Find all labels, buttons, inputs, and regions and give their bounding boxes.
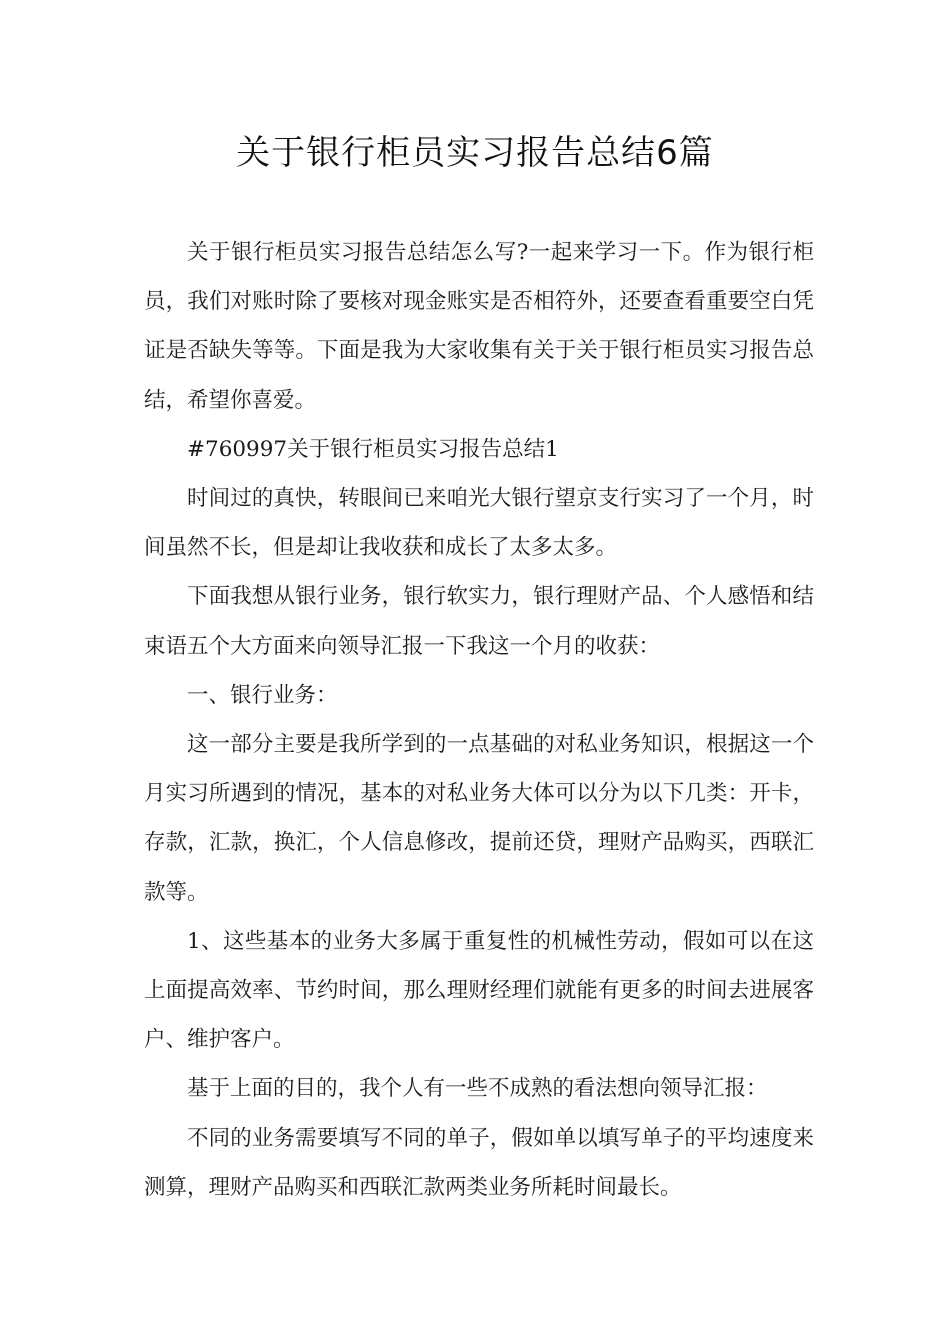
paragraph: 基于上面的目的，我个人有一些不成熟的看法想向领导汇报：: [187, 1076, 768, 1102]
paragraph-intro: 关于银行柜员实习报告总结怎么写?一起来学习一下。作为银行柜员，我们对账时除了要核对现金账实是否相符外，还要查看重要空白凭证是否缺失等等。下面是我为大家收集有关于关于银行柜员实习报告总结，希望你喜爱。: [144, 240, 814, 413]
document-body: [144, 228, 814, 1212]
paragraph: 1、这些基本的业务大多属于重复性的机械性劳动，假如可以在这上面提高效率、节约时间，那么理财经理们就能有更多的时间去进展客户、维护客户。: [144, 928, 814, 1053]
paragraph: 时间过的真快，转眼间已来咱光大银行望京支行实习了一个月，时间虽然不长，但是却让我收获和成长了太多太多。: [144, 486, 814, 561]
paragraph: 这一部分主要是我所学到的一点基础的对私业务知识，根据这一个月实习所遇到的情况，基本的对私业务大体可以分为以下几类：开卡，存款，汇款，换汇，个人信息修改，提前还贷，理财产品购买，西联汇款等。: [144, 732, 814, 905]
subsection-heading: 一、银行业务：: [187, 682, 338, 708]
paragraph: 不同的业务需要填写不同的单子，假如单以填写单子的平均速度来测算，理财产品购买和西联汇款两类业务所耗时间最长。: [144, 1125, 814, 1200]
document-title: 关于银行柜员实习报告总结6篇: [236, 133, 714, 173]
paragraph: 下面我想从银行业务，银行软实力，银行理财产品、个人感悟和结束语五个大方面来向领导汇报一下我这一个月的收获：: [144, 584, 814, 659]
section-heading: #760997关于银行柜员实习报告总结1: [187, 436, 559, 462]
